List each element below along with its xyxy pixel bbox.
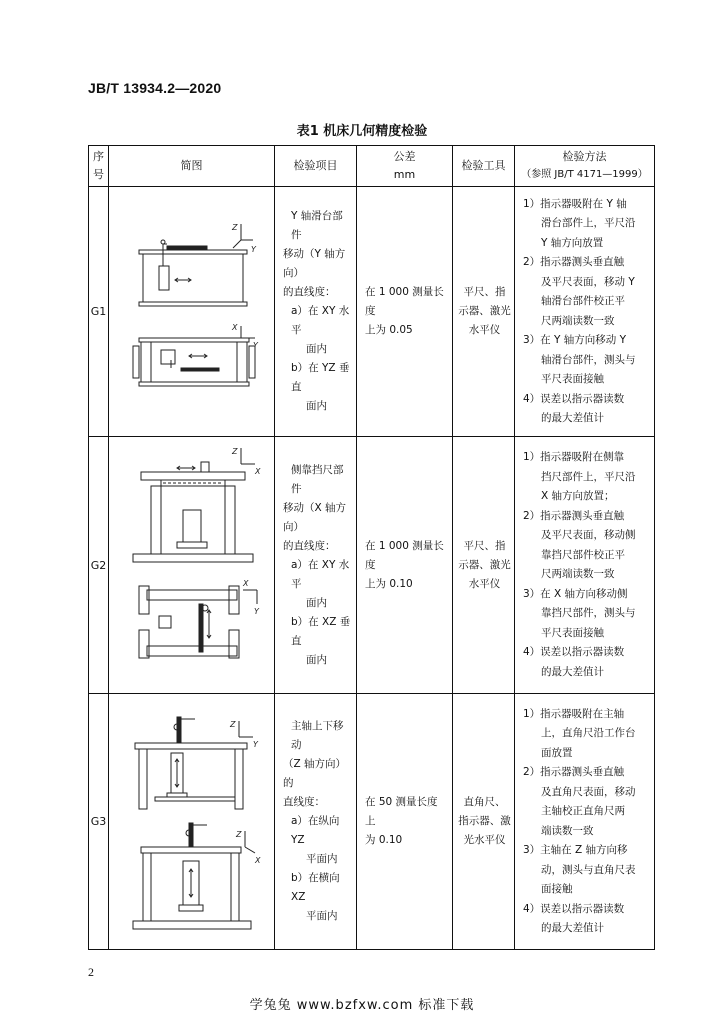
g2-axis-x-bot: X [243, 579, 249, 588]
method-line: 上，直角尺沿工作台 [541, 727, 636, 739]
figure-cell [109, 694, 275, 950]
method-line: 2）指示器测头垂直触 [523, 509, 625, 522]
geometric-accuracy-table [88, 145, 655, 950]
g3-axis-z-bot: Z [236, 829, 242, 839]
method-line: 3）在 Y 轴方向移动 Y [523, 334, 627, 346]
item-line: a）在纵向 YZ [291, 815, 340, 846]
method-line: 1）指示器吸附在主轴 [523, 707, 625, 720]
g1-plan-view [133, 326, 255, 386]
g2-plan-view [139, 586, 257, 658]
method-line: 主轴校正直角尺两 [541, 805, 625, 817]
method-line: 靠挡尺部件校正平 [541, 548, 625, 561]
method-line: 面放置 [541, 746, 573, 759]
method-line: 面接触 [541, 883, 573, 895]
tolerance-line: 上为 0.05 [365, 324, 413, 336]
g1-axis-y-bot: Y [253, 340, 258, 350]
method-line: X 轴方向放置； [541, 490, 615, 502]
table-row [89, 694, 655, 950]
method-line: 平尺表面接触 [541, 626, 604, 639]
header-figure: 简图 [109, 146, 275, 187]
method-line: 尺两端读数一致 [541, 568, 615, 580]
inspection-method [515, 187, 655, 437]
table-row [89, 187, 655, 437]
header-tolerance-a: 公差 [393, 150, 416, 163]
g1-axis-y-top: Y [251, 244, 256, 254]
row-no: G3 [89, 694, 109, 950]
method-line: 靠挡尺部件，测头与 [541, 607, 636, 619]
tool-line: 直角尺、 [463, 796, 506, 808]
method-line: 尺两端读数一致 [541, 314, 615, 327]
g3-axis-y-top: Y [253, 739, 258, 749]
standard-number: JB/T 13934.2—2020 [88, 80, 222, 96]
method-line: 及平尺表面，移动 Y [541, 275, 635, 288]
g1-axis-x-bot: X [232, 322, 238, 332]
tolerance-line: 在 1 000 测量长度 [365, 286, 444, 317]
page-number: 2 [88, 965, 94, 979]
tool-line: 平尺、指 [463, 286, 506, 298]
tool-line: 指示器、激 [458, 815, 511, 827]
item-line: 平面内 [306, 853, 338, 865]
method-line: 4）误差以指示器读数 [523, 902, 625, 915]
inspection-item [275, 437, 357, 694]
header-tolerance-b: mm [393, 168, 416, 181]
g3-side-view [135, 717, 253, 809]
header-method [515, 146, 655, 187]
g2-axis-y-bot: Y [254, 607, 259, 616]
tool-line: 光水平仪 [463, 834, 506, 846]
tolerance [357, 694, 453, 950]
method-line: 端读数一致 [541, 824, 594, 837]
method-line: 轴滑台部件，测头与 [541, 353, 636, 366]
item-line: 主轴上下移动 [291, 720, 344, 751]
method-line: 4）误差以指示器读数 [523, 392, 625, 405]
tolerance-line: 为 0.10 [365, 834, 403, 846]
item-line: 移动（X 轴方向） [283, 501, 347, 533]
item-line: 面内 [306, 596, 327, 609]
item-line: 侧靠挡尺部件 [291, 463, 344, 495]
table-title: 表1 机床几何精度检验 [296, 124, 428, 139]
method-line: 及直角尺表面，移动 [541, 785, 636, 798]
item-line: b）在横向 XZ [291, 872, 340, 903]
tool-line: 示器、激光 [458, 305, 511, 317]
method-line: 3）主轴在 Z 轴方向移 [523, 844, 628, 856]
method-line: 挡尺部件上，平尺沿 [541, 470, 636, 483]
inspection-method [515, 437, 655, 694]
inspection-tool [453, 187, 515, 437]
header-method-b: （参照 JB/T 4171—1999） [521, 169, 648, 180]
method-line: 平尺表面接触 [541, 373, 604, 385]
table-header-row [89, 146, 655, 187]
g2-axis-x-top: X [255, 467, 261, 476]
inspection-item [275, 187, 357, 437]
item-line: a）在 XY 水平 [291, 558, 350, 590]
table-row [89, 437, 655, 694]
item-line: 的直线度： [283, 539, 336, 552]
method-line: 的最大差值计 [541, 412, 604, 424]
tool-line: 示器、激光 [458, 558, 511, 571]
g2-diagram [111, 440, 271, 690]
tolerance-line: 在 1 000 测量长度 [365, 539, 444, 571]
item-line: 直线度： [283, 796, 325, 808]
method-line: 4）误差以指示器读数 [523, 646, 625, 658]
tool-line: 平尺、指 [463, 539, 506, 552]
g1-axis-z-top: Z [232, 222, 238, 232]
method-line: 2）指示器测头垂直触 [523, 766, 625, 778]
g2-front-view [133, 448, 255, 562]
tolerance [357, 187, 453, 437]
tolerance-line: 上为 0.10 [365, 577, 413, 590]
method-line: 滑台部件上，平尺沿 [541, 217, 636, 229]
header-tolerance [357, 146, 453, 187]
tool-line: 水平仪 [468, 324, 501, 336]
item-line: 面内 [306, 400, 327, 412]
item-line: Y 轴滑台部件 [291, 210, 343, 241]
method-line: 2）指示器测头垂直触 [523, 256, 625, 268]
tolerance-line: 在 50 测量长度上 [365, 796, 438, 827]
inspection-tool [453, 437, 515, 694]
item-line: b）在 YZ 垂直 [291, 362, 350, 393]
g2-axis-z-top: Z [232, 447, 238, 456]
g3-axis-x-bot: X [255, 855, 261, 865]
g1-diagram [111, 192, 271, 432]
item-line: a）在 XY 水平 [291, 305, 350, 336]
method-line: 的最大差值计 [541, 922, 604, 934]
header-no-text: 序 号 [93, 150, 104, 181]
item-line: （Z 轴方向）的 [283, 758, 347, 789]
site-footer[interactable]: 学兔兔 www.bzfxw.com 标准下载 [249, 998, 475, 1013]
method-line: 动，测头与直角尺表 [541, 863, 636, 876]
header-tool: 检验工具 [453, 146, 515, 187]
method-line: 轴滑台部件校正平 [541, 295, 625, 307]
figure-cell [109, 187, 275, 437]
row-no: G2 [89, 437, 109, 694]
item-line: 的直线度： [283, 286, 336, 298]
tolerance [357, 437, 453, 694]
method-line: 1）指示器吸附在 Y 轴 [523, 197, 627, 210]
inspection-method [515, 694, 655, 950]
header-no [89, 146, 109, 187]
header-method-a: 检验方法 [562, 150, 607, 163]
g3-axis-z-top: Z [230, 719, 236, 729]
item-line: 平面内 [306, 910, 338, 922]
method-line: 的最大差值计 [541, 665, 604, 678]
method-line: 3）在 X 轴方向移动侧 [523, 587, 628, 600]
inspection-tool [453, 694, 515, 950]
item-line: b）在 XZ 垂直 [291, 615, 351, 647]
item-line: 面内 [306, 343, 327, 355]
method-line: 1）指示器吸附在侧靠 [523, 451, 625, 463]
inspection-item [275, 694, 357, 950]
method-line: Y 轴方向放置 [541, 236, 604, 249]
g3-diagram [111, 697, 271, 947]
tool-line: 水平仪 [468, 577, 501, 590]
item-line: 面内 [306, 653, 327, 666]
header-item: 检验项目 [275, 146, 357, 187]
item-line: 移动（Y 轴方向） [283, 248, 346, 279]
g1-top-view [139, 224, 253, 306]
method-line: 及平尺表面，移动侧 [541, 529, 636, 541]
figure-cell [109, 437, 275, 694]
row-no: G1 [89, 187, 109, 437]
